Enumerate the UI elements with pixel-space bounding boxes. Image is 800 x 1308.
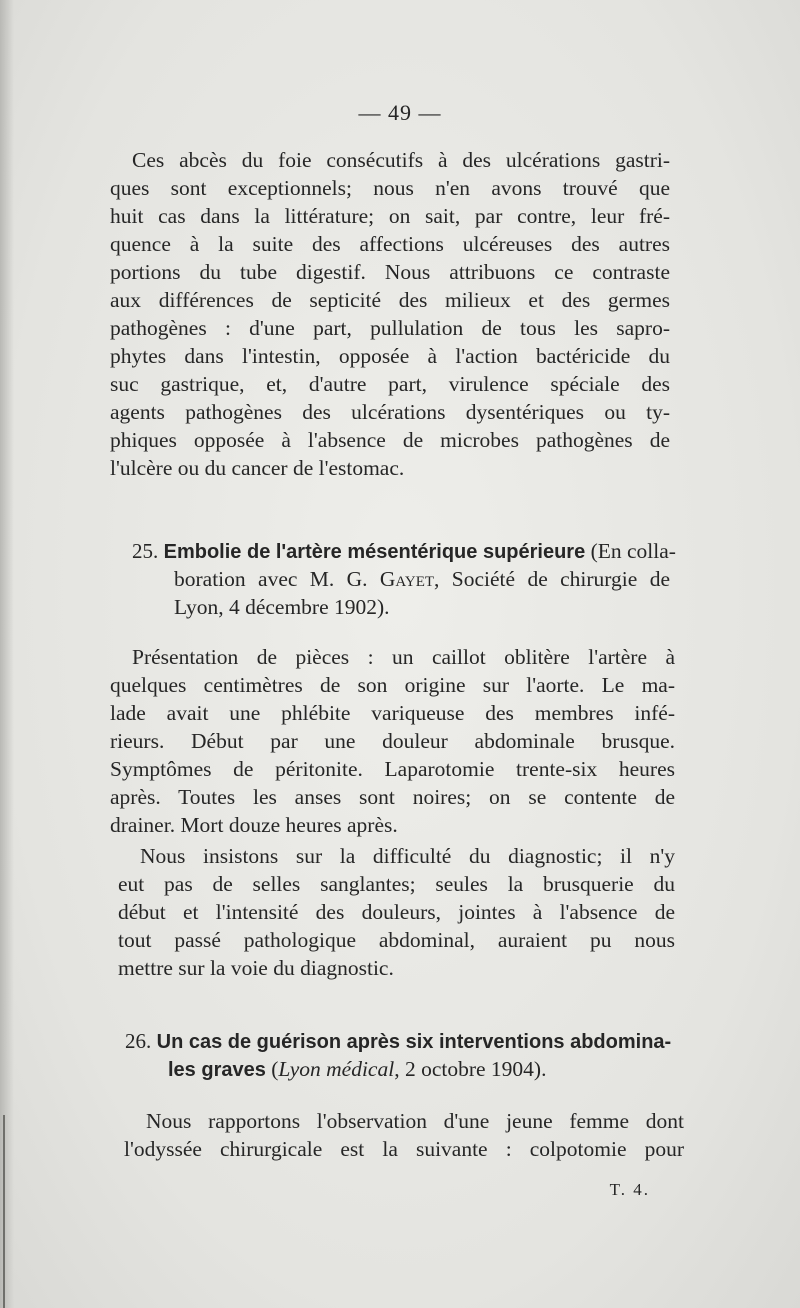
entry-title-rest: (En colla-	[585, 539, 676, 563]
journal-name: Lyon médical	[278, 1057, 395, 1081]
reference-text: boration avec M. G.	[174, 567, 380, 591]
page-edge-line	[3, 1115, 5, 1308]
text-line: rieurs. Début par une douleur abdominale brusque.	[110, 729, 675, 753]
text-line: l'ulcère ou du cancer de l'estomac.	[110, 456, 405, 480]
text-line: phiques opposée à l'absence de microbes pathogènes de	[110, 428, 670, 452]
text-line: tout passé pathologique abdominal, auraient pu nous	[118, 928, 675, 952]
text-line: huit cas dans la littérature; on sait, par contre, leur fré-	[110, 204, 670, 228]
text-line: quence à la suite des affections ulcéreuses des autres	[110, 232, 670, 256]
entry-25-reference	[174, 565, 670, 593]
page-number: — 49 —	[358, 100, 442, 125]
text-line: l'odyssée chirurgicale est la suivante : colpotomie pour	[124, 1137, 684, 1161]
text-line: mettre sur la voie du diagnostic.	[118, 956, 394, 980]
reference-date: , 2 octobre 1904).	[394, 1057, 547, 1081]
text-line: quelques centimètres de son origine sur l'aorte. Le ma-	[110, 673, 675, 697]
text-line: ques sont exceptionnels; nous n'en avons trouvé que	[110, 176, 670, 200]
text-line: début et l'intensité des douleurs, jointes à l'absence de	[118, 900, 675, 924]
text-line: phytes dans l'intestin, opposée à l'action bactéricide du	[110, 344, 670, 368]
page-edge-shadow	[0, 0, 14, 1308]
text-line: eut pas de selles sanglantes; seules la brusquerie du	[118, 872, 675, 896]
entry-title: Un cas de guérison après six interventions abdomina-	[156, 1031, 672, 1053]
text-line: Symptômes de péritonite. Laparotomie trente-six heures	[110, 757, 675, 781]
signature-mark: T. 4.	[609, 1180, 650, 1199]
text-line: Ces abcès du foie consécutifs à des ulcérations gastri-	[132, 148, 670, 172]
entry-title: Embolie de l'artère mésentérique supérieure	[163, 541, 586, 563]
text-line: lade avait une phlébite variqueuse des membres infé-	[110, 701, 675, 725]
text-line: aux différences de septicité des milieux et des germes	[110, 288, 670, 312]
reference-open-paren: (	[271, 1057, 279, 1081]
text-line: agents pathogènes des ulcérations dysentériques ou ty-	[110, 400, 670, 424]
text-line: Nous insistons sur la difficulté du diagnostic; il n'y	[140, 844, 675, 868]
entry-25-date: Lyon, 4 décembre 1902).	[174, 595, 390, 619]
entry-25-heading	[132, 537, 676, 566]
text-line: Présentation de pièces : un caillot oblitère l'artère à	[132, 645, 675, 669]
entry-title-continued: les graves	[168, 1059, 266, 1081]
text-line: suc gastrique, et, d'autre part, virulence spéciale des	[110, 372, 670, 396]
entry-number: 25.	[132, 539, 159, 563]
text-line: pathogènes : d'une part, pullulation de tous les sapro-	[110, 316, 670, 340]
entry-26-heading	[125, 1027, 671, 1056]
reference-text: , Société de chirurgie de	[434, 567, 670, 591]
author-name: Gayet	[379, 567, 435, 591]
text-line: drainer. Mort douze heures après.	[110, 813, 398, 837]
text-line: Nous rapportons l'observation d'une jeune femme dont	[146, 1109, 684, 1133]
text-line: portions du tube digestif. Nous attribuons ce contraste	[110, 260, 670, 284]
entry-number: 26.	[125, 1029, 152, 1053]
text-line: après. Toutes les anses sont noires; on se contente de	[110, 785, 675, 809]
entry-26-reference	[168, 1055, 546, 1084]
